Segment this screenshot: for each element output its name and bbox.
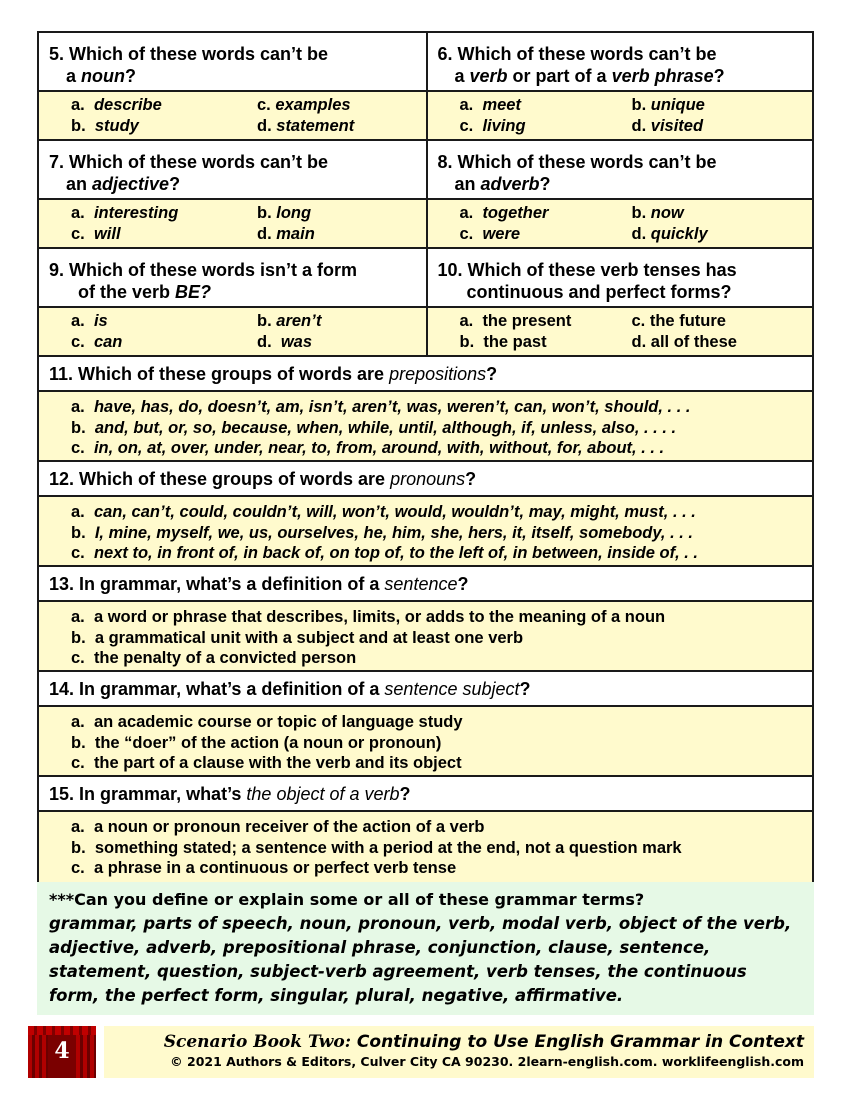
answer-option[interactable]: d. was bbox=[257, 332, 313, 351]
answer-option[interactable]: a. can, can’t, could, couldn’t, will, won’t, would, wouldn’t, may, might, must, . . . bbox=[71, 503, 696, 521]
question-row-7-8 bbox=[39, 141, 812, 249]
copyright-line: © 2021 Authors & Editors, Culver City CA 90230. 2learn-english.com. worklifeenglish.com bbox=[170, 1054, 804, 1069]
question-row-5-6 bbox=[39, 33, 812, 141]
answer-option[interactable]: d. quickly bbox=[631, 224, 708, 243]
question-5-text bbox=[39, 33, 426, 92]
answer-option[interactable]: c. can bbox=[71, 332, 123, 351]
answer-option[interactable]: b. I, mine, myself, we, us, ourselves, he, him, she, hers, it, itself, somebody, . . . bbox=[71, 523, 694, 542]
question-12-text: 12. Which of these groups of words are pronouns? bbox=[39, 462, 812, 497]
question-7-text: 7. Which of these words can’t be an adjective? bbox=[39, 141, 426, 200]
footer-info bbox=[104, 1026, 814, 1078]
answer-option[interactable]: a. meet bbox=[459, 96, 521, 114]
question-7-answers bbox=[39, 200, 426, 247]
answer-option[interactable]: b. aren’t bbox=[257, 312, 322, 330]
question-6-continuation: a verb or part of a verb phrase? bbox=[454, 66, 725, 86]
answer-option[interactable]: b. now bbox=[631, 204, 684, 222]
question-11-text: 11. Which of these groups of words are prepositions? bbox=[39, 357, 812, 392]
answer-option[interactable]: a. together bbox=[459, 204, 549, 222]
answer-option[interactable]: b. the past bbox=[459, 332, 547, 351]
answer-option[interactable]: d. statement bbox=[257, 116, 355, 135]
answer-option[interactable]: b. long bbox=[257, 204, 312, 222]
question-14-answers bbox=[39, 707, 812, 777]
grammar-terms-intro: ***Can you define or explain some or all of these grammar terms? bbox=[49, 890, 645, 909]
page-number: 4 bbox=[54, 1038, 70, 1064]
question-12-answers bbox=[39, 497, 812, 567]
answer-option[interactable]: c. living bbox=[459, 116, 526, 135]
answer-option[interactable]: c. the part of a clause with the verb and its object bbox=[71, 754, 462, 772]
answer-option[interactable]: a. is bbox=[71, 312, 108, 330]
page-footer bbox=[28, 1026, 814, 1078]
answer-option[interactable]: b. the “doer” of the action (a noun or pronoun) bbox=[71, 733, 442, 752]
question-14-text: 14. In grammar, what’s a definition of a sentence subject? bbox=[39, 672, 812, 707]
answer-option[interactable]: a. have, has, do, doesn’t, am, isn’t, aren’t, was, weren’t, can, won’t, should, . . . bbox=[71, 398, 691, 416]
answer-option[interactable]: d. main bbox=[257, 224, 315, 243]
question-7 bbox=[39, 141, 426, 247]
quiz-table bbox=[37, 31, 814, 884]
answer-option[interactable]: c. next to, in front of, in back of, on top of, to the left of, in between, inside of, . . bbox=[71, 544, 698, 562]
question-6-text bbox=[428, 33, 813, 92]
question-5-answers bbox=[39, 92, 426, 139]
answer-option[interactable]: a. the present bbox=[459, 312, 572, 330]
question-13-text: 13. In grammar, what’s a definition of a sentence? bbox=[39, 567, 812, 602]
question-10-text: 10. Which of these verb tenses has continuous and perfect forms? bbox=[428, 249, 813, 308]
answer-option[interactable]: c. will bbox=[71, 224, 121, 243]
question-15-answers bbox=[39, 812, 812, 882]
question-row-9-10 bbox=[39, 249, 812, 357]
answer-option[interactable]: a. describe bbox=[71, 96, 162, 114]
answer-option[interactable]: a. an academic course or topic of language study bbox=[71, 713, 463, 731]
answer-option[interactable]: d. visited bbox=[631, 116, 704, 135]
question-5 bbox=[39, 33, 426, 139]
question-9-text: 9. Which of these words isn’t a form of the verb BE? bbox=[39, 249, 426, 308]
answer-option[interactable]: c. the penalty of a convicted person bbox=[71, 649, 357, 667]
question-6-answers bbox=[428, 92, 813, 139]
curtain-valance bbox=[28, 1026, 96, 1035]
question-8 bbox=[426, 141, 813, 247]
question-11-answers bbox=[39, 392, 812, 462]
question-6-prefix: 6. Which of these words can’t be bbox=[437, 44, 717, 64]
answer-option[interactable]: c. examples bbox=[257, 96, 351, 114]
question-5-prefix: 5. Which of these words can’t be bbox=[49, 44, 329, 64]
answer-option[interactable]: a. interesting bbox=[71, 204, 179, 222]
question-13-answers bbox=[39, 602, 812, 672]
question-6 bbox=[426, 33, 813, 139]
answer-option[interactable]: d. all of these bbox=[631, 332, 737, 351]
answer-option[interactable]: b. study bbox=[71, 116, 139, 135]
question-8-answers bbox=[428, 200, 813, 247]
answer-option[interactable]: c. were bbox=[459, 224, 521, 243]
book-title: Scenario Book Two: Continuing to Use English Grammar in Context bbox=[163, 1032, 804, 1052]
page-number-badge bbox=[28, 1026, 96, 1078]
question-9-answers bbox=[39, 308, 426, 355]
question-10 bbox=[426, 249, 813, 355]
answer-option[interactable]: b. and, but, or, so, because, when, while, until, although, if, unless, also, . . . . bbox=[71, 418, 677, 437]
question-10-answers bbox=[428, 308, 813, 355]
grammar-terms-box bbox=[37, 882, 814, 1015]
answer-option[interactable]: c. the future bbox=[631, 312, 726, 330]
answer-option[interactable]: a. a noun or pronoun receiver of the action of a verb bbox=[71, 818, 485, 836]
question-8-text: 8. Which of these words can’t be an adverb? bbox=[428, 141, 813, 200]
answer-option[interactable]: b. something stated; a sentence with a period at the end, not a question mark bbox=[71, 838, 682, 857]
question-15-text: 15. In grammar, what’s the object of a verb? bbox=[39, 777, 812, 812]
grammar-terms-list: grammar, parts of speech, noun, pronoun, verb, modal verb, object of the verb, adjective, adverb, prepositional phrase, conjunction, clause, sentence, statement, question, subject-verb agreement, verb tenses, the continuous form, the perfect form, singular, plural, negative, affirmative. bbox=[49, 914, 792, 1005]
answer-option[interactable]: a. a word or phrase that describes, limits, or adds to the meaning of a noun bbox=[71, 608, 666, 626]
question-5-continuation: a noun? bbox=[66, 66, 136, 86]
answer-option[interactable]: c. a phrase in a continuous or perfect verb tense bbox=[71, 859, 457, 877]
answer-option[interactable]: b. a grammatical unit with a subject and at least one verb bbox=[71, 628, 524, 647]
answer-option[interactable]: c. in, on, at, over, under, near, to, from, around, with, without, for, about, . . . bbox=[71, 439, 665, 457]
question-9 bbox=[39, 249, 426, 355]
answer-option[interactable]: b. unique bbox=[631, 96, 705, 114]
